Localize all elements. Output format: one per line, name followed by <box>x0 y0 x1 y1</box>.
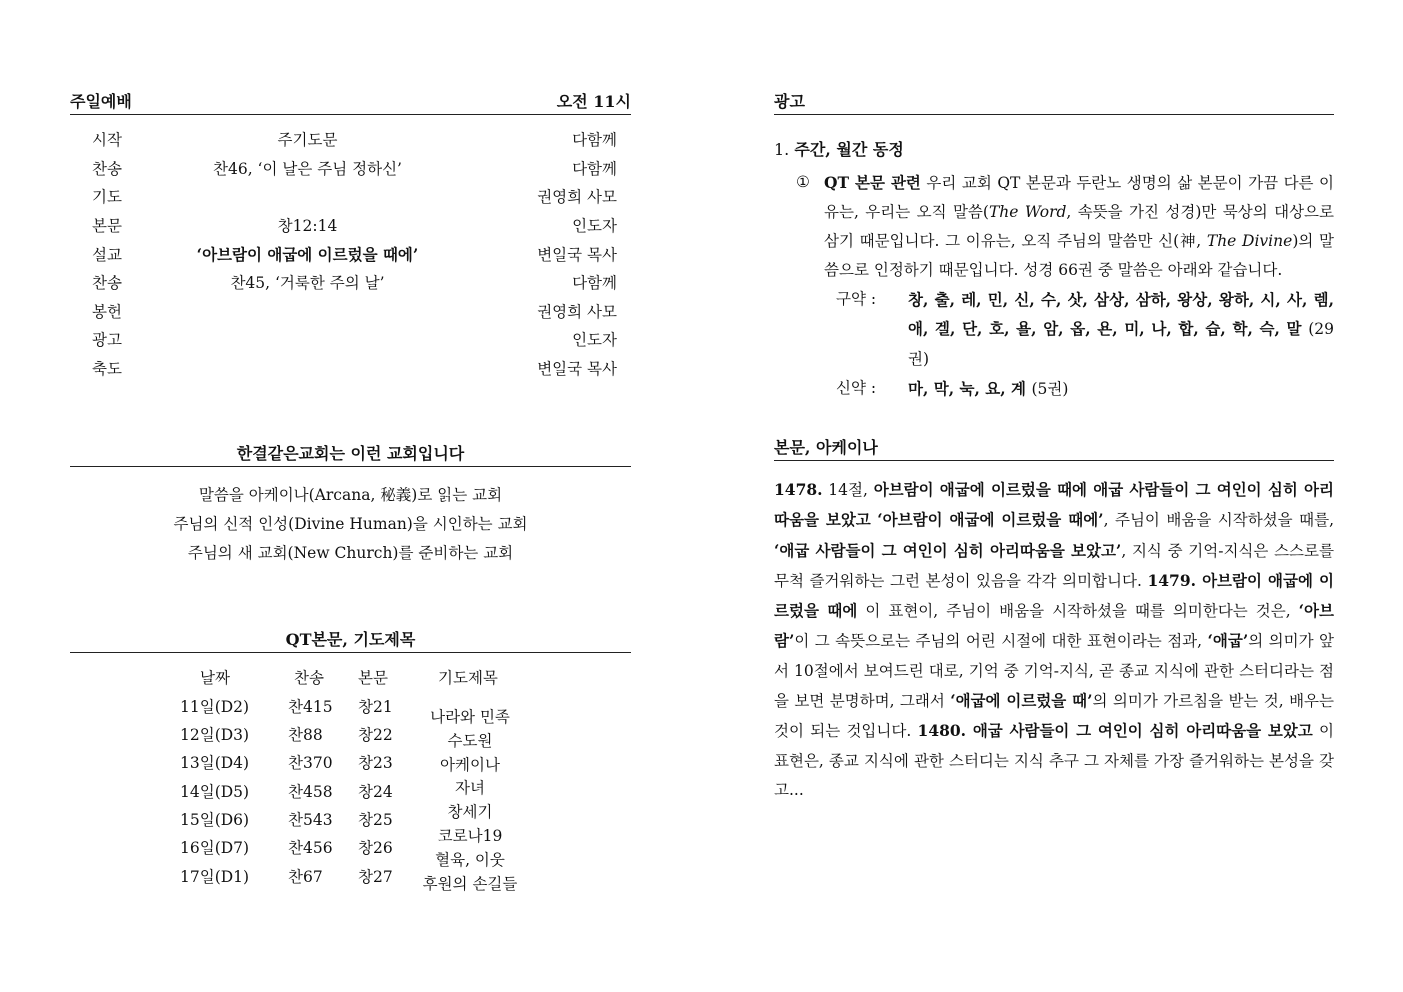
prayer-item: 혈육, 이웃 <box>435 850 505 869</box>
arcana-segment: 이 표현은, 종교 지식에 관한 스터디는 지식 추구 그 자체를 가장 즐거워하는 본성을 갖고... <box>774 722 1334 799</box>
order-content: 찬45, ‘거룩한 주의 날’ <box>230 274 385 293</box>
sub-item-text-1: 우리 교회 QT 본문과 두란노 생명의 삶 본문이 가끔 다른 이유는, 우리는 오직 말씀( <box>824 174 1334 221</box>
order-part: 광고 <box>92 331 122 350</box>
arcana-segment: 의 의미가 앞서 10절에서 보여드린 대로, 기억 중 기억-지식, 곧 종교 지식에 관한 스터디라는 점을 보면 분명하며, 그래서 <box>774 632 1334 711</box>
arcana-segment: 이 그 속뜻으로는 주님의 어린 시절에 대한 표현이라는 점과, <box>794 632 1208 651</box>
qt-date: 14일(D5) <box>180 782 250 801</box>
qt-text: 창25 <box>358 811 393 830</box>
mission-line: 주님의 신적 인성(Divine Human)을 시인하는 교회 <box>173 515 528 534</box>
qt-hymn: 찬370 <box>288 754 333 773</box>
qt-header-text: 본문 <box>358 669 388 688</box>
qt-date: 11일(D2) <box>180 697 250 716</box>
arcana-title: 본문, 아케이나 <box>774 438 878 457</box>
order-leader: 변일국 목사 <box>537 245 617 264</box>
qt-header-date: 날짜 <box>200 669 230 688</box>
worship-order-row <box>70 325 631 354</box>
order-part: 찬송 <box>92 274 122 293</box>
qt-date: 17일(D1) <box>180 867 250 886</box>
qt-table-header <box>180 663 498 691</box>
order-content: 찬46, ‘이 날은 주님 정하신’ <box>213 159 402 178</box>
qt-hymn: 찬67 <box>288 867 323 886</box>
prayer-item: 창세기 <box>447 803 493 822</box>
new-testament <box>836 374 1334 404</box>
old-testament-label: 구약 : <box>836 290 877 308</box>
sub-item-italic-2: The Divine <box>1206 232 1293 250</box>
ads-sub-item-1 <box>796 168 1334 285</box>
worship-order-row <box>70 268 631 297</box>
sub-item-head: QT 본문 관련 <box>824 173 921 192</box>
right-column <box>774 92 1334 805</box>
prayer-item: 코로나19 <box>437 826 503 845</box>
prayer-item: 자녀 <box>455 779 485 798</box>
ads-title: 광고 <box>774 92 805 111</box>
prayer-item: 나라와 민족 <box>430 708 510 726</box>
arcana-segment: 1479. 아브람이 애굽에 이르렀을 때에 <box>774 570 1334 621</box>
worship-order-row <box>70 239 631 268</box>
order-leader: 권영희 사모 <box>537 302 617 321</box>
order-part: 본문 <box>92 217 122 236</box>
prayer-item: 아케이나 <box>440 755 500 774</box>
qt-date: 12일(D3) <box>180 725 250 744</box>
qt-text: 창24 <box>358 782 393 801</box>
worship-header <box>70 92 631 115</box>
qt-hymn: 찬88 <box>288 725 323 744</box>
arcana-segment: ‘아브람이 애굽에 이르렀을 때에’ <box>877 510 1104 530</box>
order-part: 축도 <box>92 360 122 379</box>
prayer-list <box>410 706 530 896</box>
qt-text: 창23 <box>358 754 393 773</box>
arcana-segment: 아브람이 애굽에 이르렀을 때에 애굽 사람들이 그 여인이 심히 아리따움을 보았고 <box>774 480 1334 530</box>
arcana-segment: , 주님이 배움을 시작하셨을 때를, <box>1103 511 1334 530</box>
qt-text: 창22 <box>358 725 393 744</box>
worship-order-row <box>70 211 631 240</box>
sub-item-italic-1: The Word <box>988 203 1067 221</box>
order-part: 설교 <box>92 245 122 264</box>
old-testament-count: (29권) <box>908 320 1334 368</box>
old-testament-books: 창, 출, 레, 민, 신, 수, 삿, 삼상, 삼하, 왕상, 왕하, 시, 사, 렘, 애, 겔, 단, 호, 욜, 암, 옵, 욘, 미, 나, 합, 습, 학, 슥, 말 <box>908 290 1334 338</box>
worship-order-row <box>70 154 631 183</box>
qt-title: QT본문, 기도제목 <box>285 630 416 650</box>
new-testament-count: (5권) <box>1031 380 1069 398</box>
worship-order-row <box>70 354 631 383</box>
order-leader: 다함께 <box>572 131 617 150</box>
prayer-item: 수도원 <box>447 731 493 750</box>
order-part: 봉헌 <box>92 302 122 321</box>
worship-time: 오전 11시 <box>556 92 631 111</box>
old-testament <box>836 285 1334 374</box>
new-testament-label: 신약 : <box>836 379 877 397</box>
worship-order-row <box>70 125 631 154</box>
worship-order-row <box>70 297 631 326</box>
arcana-segment: ‘아브람’ <box>774 601 1334 651</box>
arcana-segment: , 지식 중 기억-지식은 스스로를 무척 즐거워하는 그런 본성이 있음을 각각 의미합니다. <box>774 541 1334 590</box>
qt-date: 16일(D7) <box>180 839 250 858</box>
arcana-segment: ‘애굽’ <box>1207 631 1249 651</box>
order-content: ‘아브람이 애굽에 이르렀을 때에’ <box>196 244 419 264</box>
worship-title: 주일예배 <box>70 92 132 111</box>
circled-number-one: ① <box>796 173 810 191</box>
qt-hymn: 찬458 <box>288 782 333 801</box>
new-testament-books: 마, 막, 눅, 요, 계 <box>908 379 1027 398</box>
sub-item-text-3: )의 말씀으로 인정하기 때문입니다. 성경 66권 중 말씀은 아래와 같습니다. <box>824 232 1334 279</box>
arcana-body <box>774 475 1334 805</box>
arcana-segment: 14절, <box>822 481 874 499</box>
qt-text: 창26 <box>358 839 393 858</box>
order-leader: 다함께 <box>572 159 617 178</box>
prayer-item: 후원의 손길들 <box>422 874 518 893</box>
sub-item-text-2: , 속뜻을 가진 성경)만 묵상의 대상으로 삼기 때문입니다. 그 이유는, 오직 주님의 말씀만 신(神, <box>824 203 1334 250</box>
order-leader: 다함께 <box>572 274 617 293</box>
arcana-segment: 의 의미가 가르침을 받는 것, 배우는 것이 되는 것입니다. <box>774 692 1335 741</box>
church-title: 한결같은교회는 이런 교회입니다 <box>236 444 465 464</box>
church-header <box>70 444 631 467</box>
qt-header-hymn: 찬송 <box>294 669 324 688</box>
qt-header <box>70 630 631 653</box>
qt-hymn: 찬543 <box>288 811 333 830</box>
arcana-segment: 이 표현이, 주님이 배움을 시작하셨을 때를 의미한다는 것은, <box>857 602 1299 621</box>
qt-header-prayer: 기도제목 <box>438 669 498 688</box>
arcana-segment: ‘애굽에 이르렀을 때’ <box>950 691 1093 711</box>
order-leader: 변일국 목사 <box>537 360 617 379</box>
qt-date: 13일(D4) <box>180 754 250 773</box>
arcana-segment: 1480. 애굽 사람들이 그 여인이 심히 아리따움을 보았고 <box>917 721 1313 741</box>
order-leader: 인도자 <box>572 217 617 236</box>
church-mission <box>70 481 631 568</box>
left-column <box>70 92 631 893</box>
ads-header <box>774 92 1334 115</box>
worship-order <box>70 125 631 382</box>
mission-line: 말씀을 아케이나(Arcana, 秘義)로 읽는 교회 <box>198 486 503 505</box>
ads-item-1 <box>774 137 1334 160</box>
qt-hymn: 찬456 <box>288 839 333 858</box>
arcana-segment: 1478. <box>774 480 823 499</box>
qt-hymn: 찬415 <box>288 697 333 716</box>
worship-order-row <box>70 182 631 211</box>
order-part: 찬송 <box>92 159 122 178</box>
mission-line: 주님의 새 교회(New Church)를 준비하는 교회 <box>187 544 514 563</box>
order-part: 기도 <box>92 188 122 207</box>
order-part: 시작 <box>92 131 122 150</box>
order-content: 창12:14 <box>277 217 338 236</box>
qt-date: 15일(D6) <box>180 811 250 830</box>
arcana-segment: ‘애굽 사람들이 그 여인이 심히 아리따움을 보았고’ <box>774 540 1122 560</box>
order-content: 주기도문 <box>277 131 338 150</box>
order-leader: 인도자 <box>572 331 617 350</box>
qt-text: 창27 <box>358 867 393 886</box>
arcana-header <box>774 438 1334 461</box>
ads-item-1-title: 주간, 월간 동정 <box>794 140 904 159</box>
ads-item-1-number: 1. <box>774 140 790 159</box>
order-leader: 권영희 사모 <box>537 188 617 207</box>
qt-text: 창21 <box>358 697 393 716</box>
